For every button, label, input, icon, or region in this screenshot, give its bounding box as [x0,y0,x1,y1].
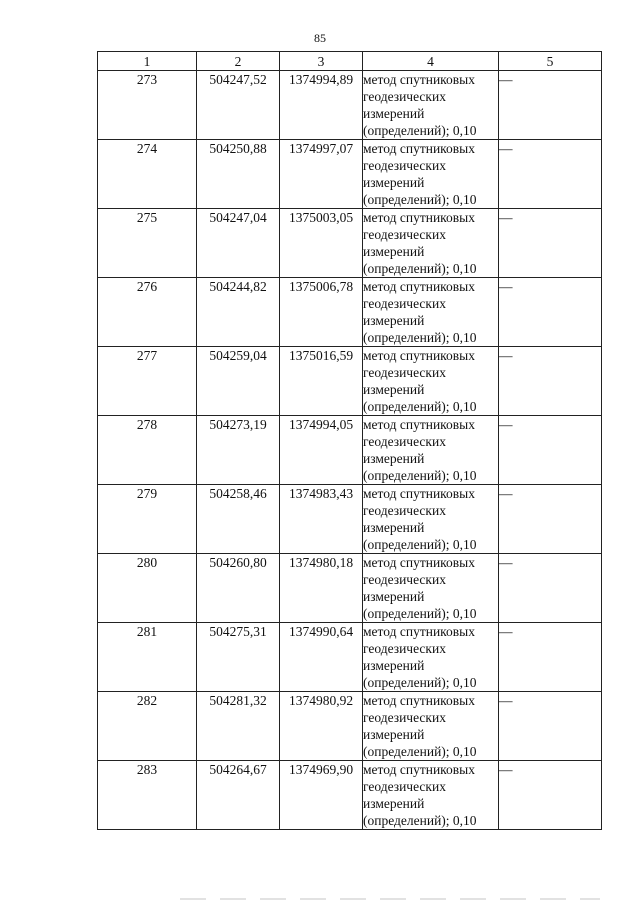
method-line: метод спутниковых [363,72,475,87]
method-line: измерений [363,520,425,535]
method-line: измерений [363,451,425,466]
point-number: 281 [98,623,197,692]
method-line: геодезических [363,89,446,104]
page-number: 85 [314,31,326,45]
method-description [363,623,499,692]
column-5-cell [499,554,602,623]
coordinate-y: 1374983,43 [280,485,363,554]
coordinate-x: 504264,67 [197,761,280,830]
method-description [363,485,499,554]
method-line: измерений [363,658,425,673]
coordinate-y: 1374980,18 [280,554,363,623]
header-col-4: 4 [363,52,499,71]
method-line: геодезических [363,503,446,518]
coordinate-x: 504281,32 [197,692,280,761]
method-line: метод спутниковых [363,555,475,570]
point-number: 274 [98,140,197,209]
coordinate-y: 1374969,90 [280,761,363,830]
coordinate-y: 1375016,59 [280,347,363,416]
table-row [98,416,602,485]
method-description [363,140,499,209]
column-5-cell [499,71,602,140]
dash-mark: — [499,348,513,363]
coordinate-x: 504247,04 [197,209,280,278]
table-body [98,71,602,830]
table-row [98,209,602,278]
method-line: (определений); 0,10 [363,606,477,621]
method-line: (определений); 0,10 [363,261,477,276]
header-col-1: 1 [98,52,197,71]
coordinate-x: 504259,04 [197,347,280,416]
method-line: измерений [363,175,425,190]
coordinate-x: 504244,82 [197,278,280,347]
method-line: (определений); 0,10 [363,123,477,138]
table-row [98,554,602,623]
point-number: 275 [98,209,197,278]
method-line: метод спутниковых [363,762,475,777]
table-row [98,347,602,416]
method-line: геодезических [363,227,446,242]
method-line: измерений [363,589,425,604]
point-number: 278 [98,416,197,485]
method-description [363,209,499,278]
method-line: метод спутниковых [363,624,475,639]
dash-mark: — [499,762,513,777]
method-line: (определений); 0,10 [363,813,477,828]
method-line: измерений [363,244,425,259]
table-row [98,623,602,692]
method-line: (определений); 0,10 [363,330,477,345]
coordinate-x: 504273,19 [197,416,280,485]
method-line: измерений [363,382,425,397]
method-line: (определений); 0,10 [363,537,477,552]
header-col-3: 3 [280,52,363,71]
coordinate-y: 1374994,05 [280,416,363,485]
point-number: 279 [98,485,197,554]
method-line: геодезических [363,365,446,380]
table-row [98,485,602,554]
column-5-cell [499,761,602,830]
table-row [98,692,602,761]
method-description [363,416,499,485]
method-line: (определений); 0,10 [363,468,477,483]
column-5-cell [499,209,602,278]
column-5-cell [499,485,602,554]
coordinates-table [97,51,602,830]
column-5-cell [499,623,602,692]
dash-mark: — [499,624,513,639]
coordinate-y: 1375003,05 [280,209,363,278]
method-line: метод спутниковых [363,486,475,501]
table-row [98,140,602,209]
table-header-row [98,52,602,71]
method-description [363,71,499,140]
point-number: 273 [98,71,197,140]
dash-mark: — [499,279,513,294]
point-number: 282 [98,692,197,761]
coordinate-x: 504247,52 [197,71,280,140]
method-description [363,278,499,347]
method-line: измерений [363,796,425,811]
coordinate-x: 504275,31 [197,623,280,692]
point-number: 276 [98,278,197,347]
header-col-2: 2 [197,52,280,71]
dash-mark: — [499,693,513,708]
method-line: геодезических [363,158,446,173]
method-line: геодезических [363,572,446,587]
method-line: геодезических [363,434,446,449]
table-row [98,278,602,347]
table-row [98,761,602,830]
method-line: метод спутниковых [363,348,475,363]
column-5-cell [499,347,602,416]
coordinate-y: 1375006,78 [280,278,363,347]
dash-mark: — [499,417,513,432]
dash-mark: — [499,141,513,156]
method-line: геодезических [363,710,446,725]
header-col-5: 5 [499,52,602,71]
dash-mark: — [499,555,513,570]
column-5-cell [499,692,602,761]
method-line: геодезических [363,641,446,656]
method-description [363,554,499,623]
method-line: (определений); 0,10 [363,192,477,207]
column-5-cell [499,416,602,485]
point-number: 277 [98,347,197,416]
coordinate-y: 1374980,92 [280,692,363,761]
method-line: метод спутниковых [363,210,475,225]
coordinate-x: 504258,46 [197,485,280,554]
dash-mark: — [499,486,513,501]
method-line: измерений [363,313,425,328]
coordinate-y: 1374997,07 [280,140,363,209]
method-line: метод спутниковых [363,417,475,432]
method-description [363,761,499,830]
coordinate-y: 1374990,64 [280,623,363,692]
method-line: геодезических [363,779,446,794]
point-number: 280 [98,554,197,623]
method-line: (определений); 0,10 [363,675,477,690]
method-line: измерений [363,106,425,121]
point-number: 283 [98,761,197,830]
scan-artifact [180,898,600,900]
coordinate-x: 504260,80 [197,554,280,623]
method-line: метод спутниковых [363,141,475,156]
method-line: (определений); 0,10 [363,744,477,759]
method-description [363,347,499,416]
dash-mark: — [499,72,513,87]
method-line: измерений [363,727,425,742]
method-line: геодезических [363,296,446,311]
method-line: метод спутниковых [363,279,475,294]
method-line: метод спутниковых [363,693,475,708]
table-row [98,71,602,140]
method-description [363,692,499,761]
column-5-cell [499,140,602,209]
method-line: (определений); 0,10 [363,399,477,414]
column-5-cell [499,278,602,347]
coordinate-x: 504250,88 [197,140,280,209]
coordinate-y: 1374994,89 [280,71,363,140]
dash-mark: — [499,210,513,225]
